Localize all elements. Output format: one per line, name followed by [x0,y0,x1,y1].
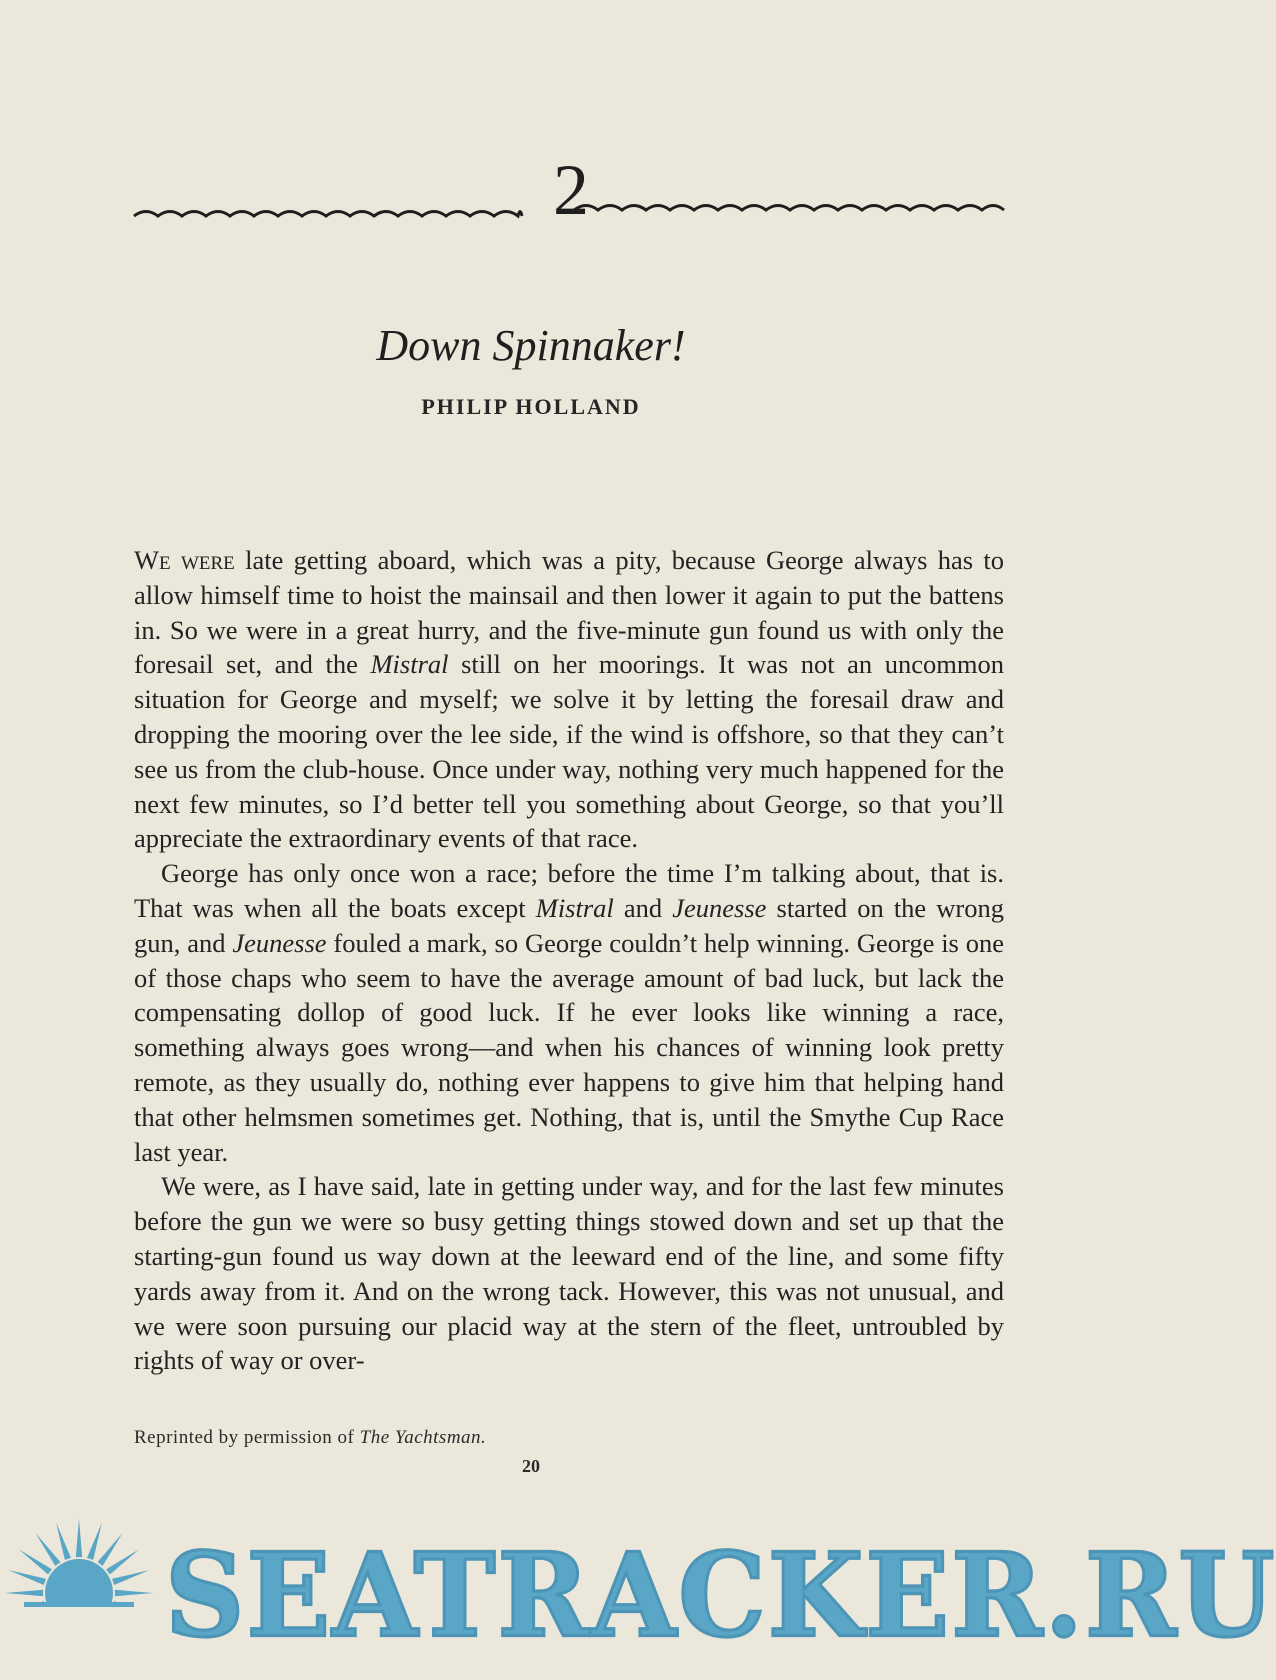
watermark [0,1510,1276,1675]
sun-ray [56,1523,71,1560]
sun-ray [98,1533,123,1566]
sun-ray [87,1523,102,1560]
boat-name: Mistral [535,892,614,923]
paragraph-2: George has only once won a race; before the time I’m talking about, that is. That was when all the boats except Mistral and Jeunesse started on the wrong gun, and Jeunesse fouled a mark, so George couldn’t help winning. George is one of those chaps who seem to have the average amount of bad luck, but lack the compensating dollop of good luck. If he ever looks like winning a race, something always goes wrong—and when his chances of winning look pretty remote, as they usually do, nothing ever happens to give him that helping hand that other helmsmen sometimes get. Nothing, that is, until the Smythe Cup Race last year. [134,858,1004,1167]
chapter-number: 2 [553,150,589,230]
sun-icon [4,1518,154,1668]
paragraph-1: We were late getting aboard, which was a pity, because George always has to allow himself time to hoist the mainsail and then lower it again to put the battens in. So we were in a great hurry, and the five-minute gun found us with only the foresail set, and the Mistral still on her moorings. It was not an uncommon situation for George and myself; we solve it by letting the foresail draw and dropping the mooring over the lee side, if the wind is offshore, so that they can’t see us from the club-house. Once under way, nothing very much happened for the next few minutes, so I’d better tell you something about George, so that you’ll appreciate the extraordinary events of that race. [134,545,1004,854]
chapter-title: Down Spinnaker! [376,321,686,370]
footnote-source: The Yachtsman. [359,1427,487,1448]
boat-name: Jeunesse [232,927,327,958]
page-number: 20 [522,1456,540,1476]
sun-ray [36,1533,61,1566]
lead-in: We were [134,545,235,575]
paragraph-3: We were, as I have said, late in getting under way, and for the last few minutes before the gun we were so busy getting things stowed down and set up that the starting-gun found us way down at the leeward end of the line, and some fifty yards away from it. And on the wrong tack. However, this was not unusual, and we were soon pursuing our placid way at the stern of the fleet, untroubled by rights of way or over- [134,1171,1004,1376]
boat-name: Jeunesse [672,892,767,923]
watermark-text: SEATRACKER.RU [165,1527,1276,1663]
boat-name: Mistral [370,649,449,680]
reprint-footnote: Reprinted by permission of The Yachtsman. [134,1427,487,1448]
sun-ray [5,1590,43,1596]
sun-ray [112,1570,149,1585]
sun-ray [115,1590,153,1596]
sun-ray [76,1519,82,1557]
author-name: PHILIP HOLLAND [421,394,641,419]
sun-ray [19,1550,52,1575]
sun-ray [9,1570,46,1585]
sun-ray [106,1550,139,1575]
body-text [134,543,1004,1378]
